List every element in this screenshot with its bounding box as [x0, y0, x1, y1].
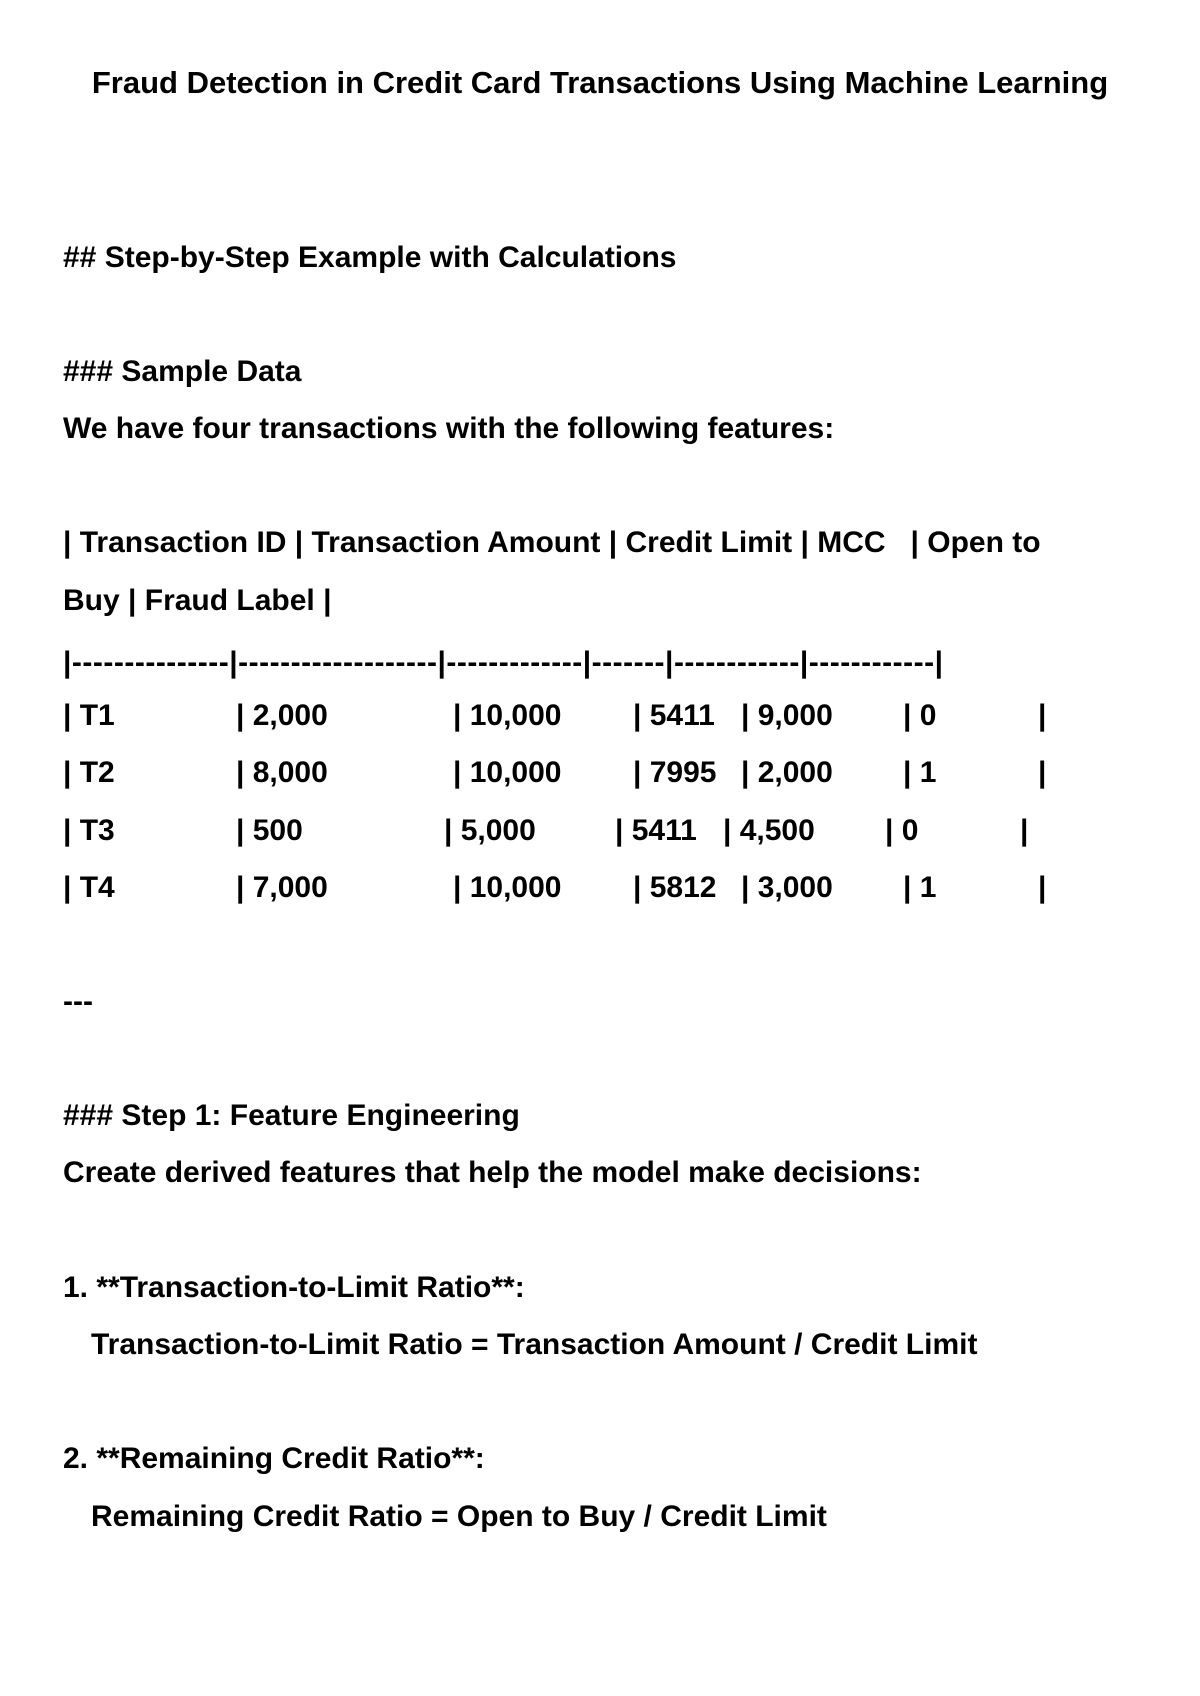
table-cell-fraud-label: | 0 [885, 814, 919, 847]
table-cell-credit-limit: | 5,000 [444, 814, 536, 847]
table-cell-transaction-id: | T4 [63, 871, 115, 904]
table-cell-open-to-buy: | 4,500 [723, 814, 815, 847]
list-item-label-remaining-credit: 2. **Remaining Credit Ratio**: [63, 1442, 485, 1475]
table-cell-transaction-amount: | 2,000 [236, 699, 328, 732]
table-cell-transaction-amount: | 500 [236, 814, 303, 847]
sample-data-intro: We have four transactions with the following features: [63, 412, 835, 445]
list-item-label-transaction-to-limit: 1. **Transaction-to-Limit Ratio**: [63, 1271, 525, 1304]
table-row-end: | [1038, 871, 1047, 904]
table-separator: |---------------|-------------------|-------------|-------|------------|------------| [63, 646, 944, 679]
table-cell-mcc: | 7995 [633, 756, 717, 789]
table-header-line-2: Buy | Fraud Label | [63, 584, 332, 617]
subsection-heading-sample-data: ### Sample Data [63, 355, 302, 388]
subsection-heading-step-1: ### Step 1: Feature Engineering [63, 1099, 520, 1132]
table-cell-mcc: | 5411 [615, 814, 697, 847]
table-cell-open-to-buy: | 2,000 [741, 756, 833, 789]
table-cell-credit-limit: | 10,000 [453, 699, 562, 732]
table-cell-transaction-id: | T2 [63, 756, 115, 789]
table-cell-mcc: | 5411 [633, 699, 715, 732]
table-cell-credit-limit: | 10,000 [453, 756, 562, 789]
formula-remaining-credit: Remaining Credit Ratio = Open to Buy / Credit Limit [91, 1500, 827, 1533]
table-cell-fraud-label: | 0 [903, 699, 937, 732]
section-heading-example: ## Step-by-Step Example with Calculations [63, 241, 677, 274]
table-cell-transaction-amount: | 7,000 [236, 871, 328, 904]
table-cell-fraud-label: | 1 [903, 871, 937, 904]
document-title: Fraud Detection in Credit Card Transactions Using Machine Learning [91, 65, 1109, 100]
table-row-end: | [1038, 756, 1047, 789]
table-row-end: | [1038, 699, 1047, 732]
step-1-intro: Create derived features that help the model make decisions: [63, 1156, 922, 1189]
table-cell-credit-limit: | 10,000 [453, 871, 562, 904]
horizontal-rule: --- [63, 985, 93, 1018]
table-cell-fraud-label: | 1 [903, 756, 937, 789]
table-cell-open-to-buy: | 3,000 [741, 871, 833, 904]
table-cell-transaction-id: | T1 [63, 699, 115, 732]
table-cell-open-to-buy: | 9,000 [741, 699, 833, 732]
table-header-line-1: | Transaction ID | Transaction Amount | Credit Limit | MCC | Open to [63, 526, 1041, 559]
table-row-end: | [1020, 814, 1029, 847]
table-cell-mcc: | 5812 [633, 871, 717, 904]
table-cell-transaction-id: | T3 [63, 814, 115, 847]
table-cell-transaction-amount: | 8,000 [236, 756, 328, 789]
formula-transaction-to-limit: Transaction-to-Limit Ratio = Transaction Amount / Credit Limit [91, 1328, 978, 1361]
